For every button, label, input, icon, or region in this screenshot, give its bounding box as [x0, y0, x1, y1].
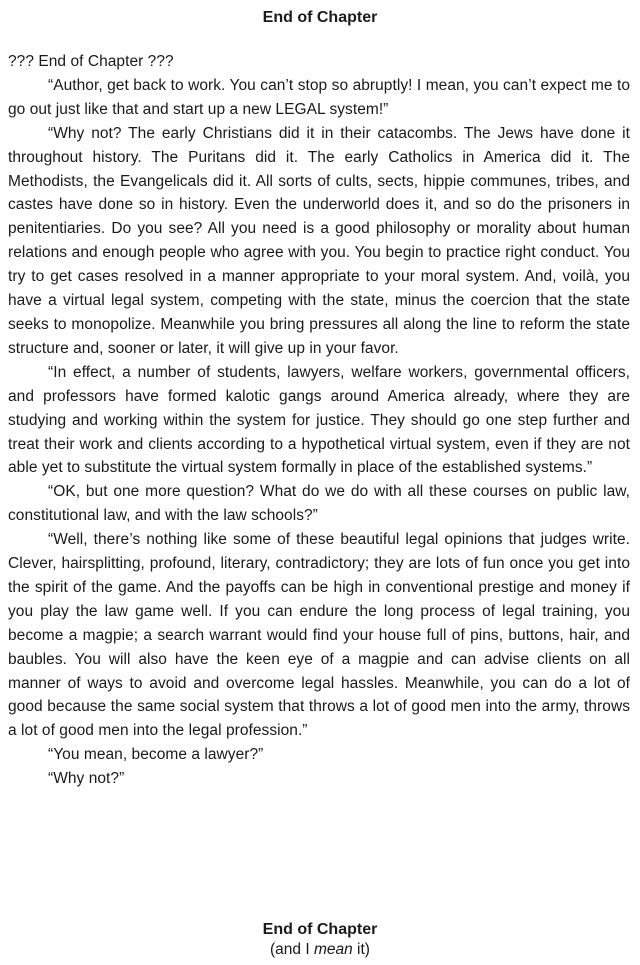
body-text [8, 50, 630, 791]
paragraph-heading-line: ??? End of Chapter ??? [8, 53, 174, 70]
paragraph: “OK, but one more question? What do we do with all these courses on public law, constitutional law, and with the law schools?” [8, 483, 630, 525]
closing-sub-emphasis: mean [313, 941, 353, 958]
paragraph: “Author, get back to work. You can’t stop so abruptly! I mean, you can’t expect me to go out just like that and start up a new LEGAL system!” [8, 76, 630, 118]
closing-sub-open: (and I [270, 941, 314, 958]
closing-subtitle [0, 940, 640, 960]
paragraph: “Why not? The early Christians did it in their catacombs. The Jews have done it throughout history. The Puritans did it. The early Catholics in America did it. The Methodists, the Evangelicals did it. All sorts of cults, sects, hippie communes, tribes, and castes have done so in history. Even the underworld does it, and so do the prisoners in penitentiaries. Do you see? All you need is a good philosophy or morality about human relations and enough people who agree with you. You begin to practice right conduct. You try to get cases resolved in a manner appropriate to your moral system. And, voilà, you have a virtual legal system, competing with the state, minus the coercion that the state seeks to monopolize. Meanwhile you bring pressures all along the line to reform the state structure and, sooner or later, it will give up in your favor. [8, 124, 630, 357]
paragraph: “Why not?” [48, 770, 125, 788]
closing-title: End of Chapter [262, 921, 378, 938]
closing-sub-close: it) [352, 941, 370, 958]
paragraph: “In effect, a number of students, lawyers, welfare workers, governmental officers, and professors have formed kalotic gangs around America already, where they are studying and working within the system for justice. They should go one step further and treat their work and clients according to a hypothetical virtual system, even if they are not able yet to substitute the virtual system formally in place of the established systems.” [8, 363, 630, 477]
paragraph: “Well, there’s nothing like some of these beautiful legal opinions that judges write. Clever, hairsplitting, profound, literary, contradictory; they are lots of fun once you get into the spirit of the game. And the payoffs can be high in conventional prestige and money if you play the law game well. If you can endure the long process of legal training, you become a magpie; a search warrant would find your house full of pins, buttons, hair, and baubles. You will also have the keen eye of a magpie and can advise clients on all manner of ways to avoid and overcome legal hassles. Meanwhile, you can do a lot of good because the same social system that throws a lot of good men into the army, throws a lot of good men into the legal profession.” [8, 531, 630, 740]
closing-block [0, 920, 640, 960]
running-head: End of Chapter [262, 9, 378, 26]
paragraph: “You mean, become a lawyer?” [48, 746, 264, 764]
